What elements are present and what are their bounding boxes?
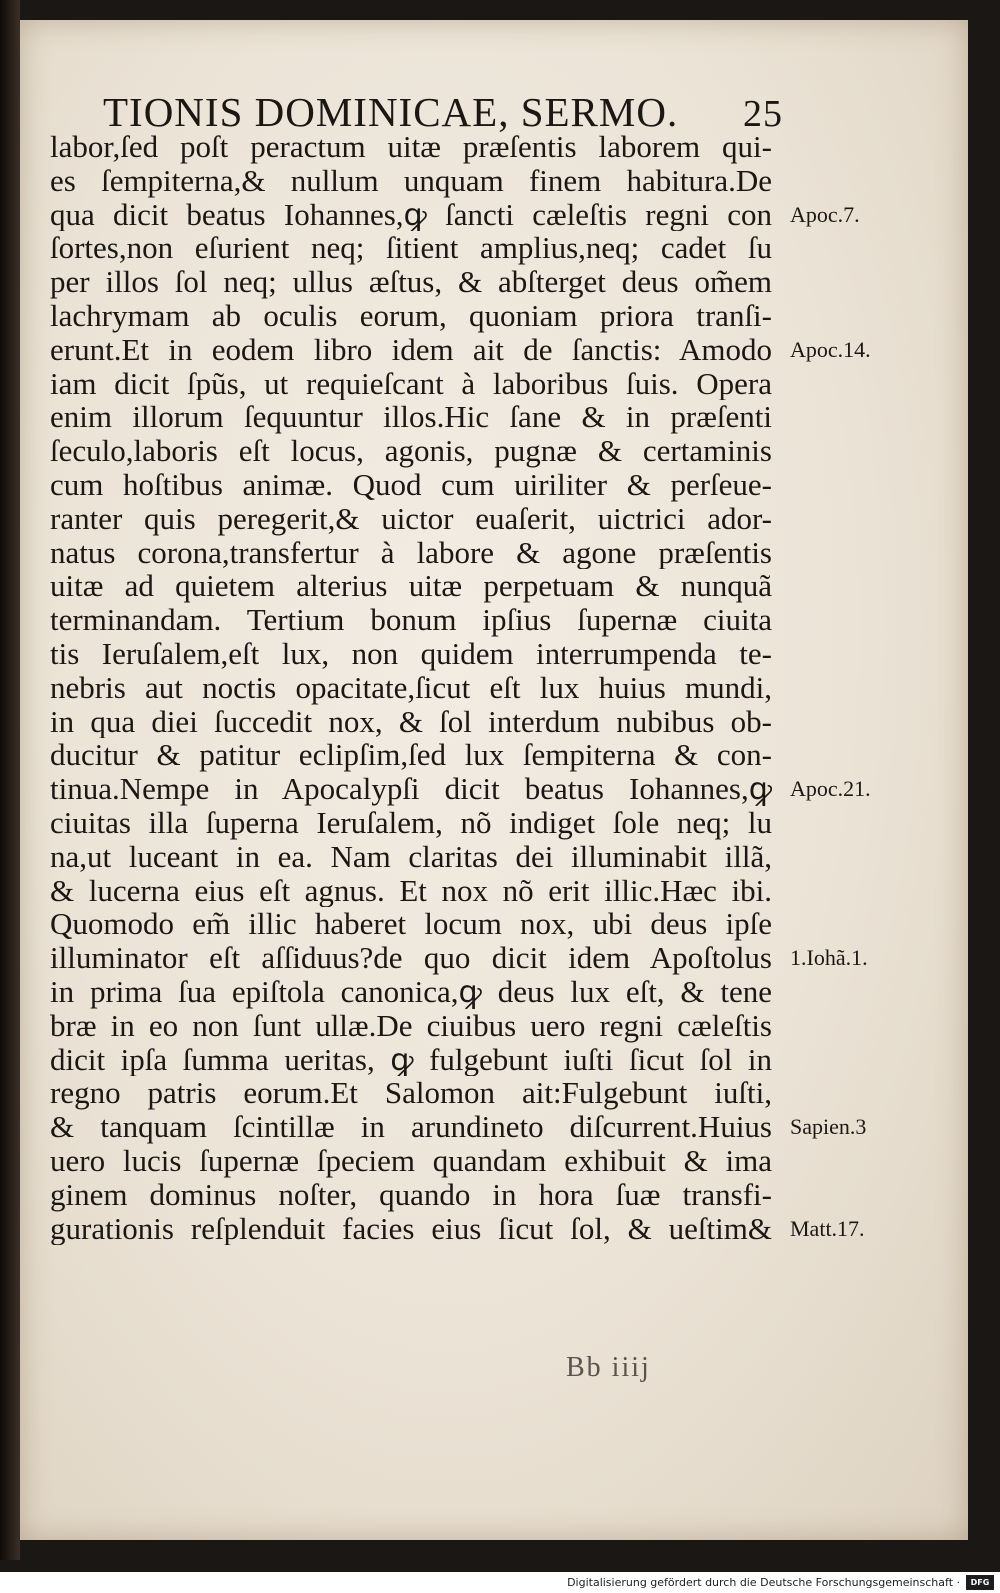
text-line: illuminator eſt aſſiduus?de quo dicit idem Apoſtolus (50, 941, 772, 975)
text-line: cum hoſtibus animæ. Quod cum uiriliter & perſeue- (50, 467, 772, 502)
text-line: Quomodo em̃ illic haberet locum nox, ubi deus ipſe (50, 907, 772, 942)
folio-number: 25 (743, 93, 783, 135)
text-line: bræ in eo non ſunt ullæ.De ciuibus uero regni cæleſtis (50, 1008, 772, 1043)
text-line: ginem dominus noſter, quando in hora ſuæ transfi- (50, 1177, 772, 1212)
text-line: & lucerna eius eſt agnus. Et nox nõ erit illic.Hæc ibi. (50, 873, 772, 908)
text-line: tis Ieruſalem,eſt lux, non quidem interrumpenda te- (50, 636, 772, 671)
marginal-gloss: Apoc.14. (790, 336, 871, 362)
text-line: in qua diei ſuccedit nox, & ſol interdum nubibus ob- (50, 704, 772, 739)
text-line: ſeculo,laboris eſt locus, agonis, pugnæ & certaminis (50, 434, 772, 468)
text-line: in prima ſua epiſtola canonica,ꝙ deus lux eſt, & tene (50, 974, 772, 1009)
text-line: natus corona,transfertur à labore & agone præſentis (50, 535, 772, 570)
text-line: nebris aut noctis opacitate,ſicut eſt lux huius mundi, (50, 670, 772, 705)
text-line: uitæ ad quietem alterius uitæ perpetuam & nunquã (50, 569, 772, 604)
marginal-gloss: Apoc.7. (790, 201, 860, 227)
text-line: enim illorum ſequuntur illos.Hic ſane & in præſenti (50, 400, 772, 435)
text-line: ſortes,non eſurient neq; ſitient amplius,neq; cadet ſu (50, 231, 772, 266)
footer-credit: Digitalisierung gefördert durch die Deutsche Forschungsgemeinschaft · (567, 1576, 960, 1589)
text-line: ducitur & patitur eclipſim,ſed lux ſempiterna & con- (50, 738, 772, 773)
text-line: & tanquam ſcintillæ in arundineto diſcurrent.Huius (50, 1110, 772, 1144)
text-line: per illos ſol neq; ullus æſtus, & abſterget deus om̃em (50, 265, 772, 299)
text-line: regno patris eorum.Et Salomon ait:Fulgebunt iuſti, (50, 1076, 772, 1111)
text-line: labor,ſed poſt peractum uitæ præſentis laborem qui- (50, 130, 772, 164)
text-line: terminandam. Tertium bonum ipſius ſupernæ ciuita (50, 603, 772, 637)
text-line: ciuitas illa ſuperna Ieruſalem, nõ indiget ſole neq; lu (50, 805, 772, 840)
marginal-gloss: Sapien.3 (790, 1114, 867, 1140)
text-line: na,ut luceant in ea. Nam claritas dei illuminabit illã, (50, 839, 772, 874)
body-text (50, 130, 772, 1245)
text-line: gurationis reſplenduit facies eius ſicut ſol, & ueſtim& (50, 1211, 772, 1246)
signature-mark: Bb iiij (566, 1352, 651, 1383)
marginal-gloss: Apoc.21. (790, 776, 871, 802)
footer-bar (0, 1572, 1000, 1593)
text-line: es ſempiterna,& nullum unquam finem habitura.De (50, 163, 772, 198)
text-line: ranter quis peregerit,& uictor euaſerit, uictrici ador- (50, 501, 772, 536)
running-head (103, 78, 783, 136)
text-line: iam dicit ſpũs, ut requieſcant à laboribus ſuis. Opera (50, 366, 772, 401)
marginal-gloss: Matt.17. (790, 1215, 865, 1241)
text-line: dicit ipſa ſumma ueritas, ꝙ fulgebunt iuſti ſicut ſol in (50, 1042, 772, 1077)
text-line: erunt.Et in eodem libro idem ait de ſanctis: Amodo (50, 332, 772, 367)
text-line: tinua.Nempe in Apocalypſi dicit beatus Iohannes,ꝙ (50, 772, 772, 806)
text-line: uero lucis ſupernæ ſpeciem quandam exhibuit & ima (50, 1143, 772, 1178)
book-binding (0, 0, 20, 1560)
dfg-logo: DFG (966, 1575, 994, 1590)
marginal-gloss: 1.Iohã.1. (790, 945, 868, 971)
text-line: lachrymam ab oculis eorum, quoniam priora tranſi- (50, 298, 772, 333)
text-line: qua dicit beatus Iohannes,ꝙ ſancti cæleſtis regni con (50, 197, 772, 232)
running-head-title: TIONIS DOMINICAE, SERMO. (103, 89, 679, 135)
